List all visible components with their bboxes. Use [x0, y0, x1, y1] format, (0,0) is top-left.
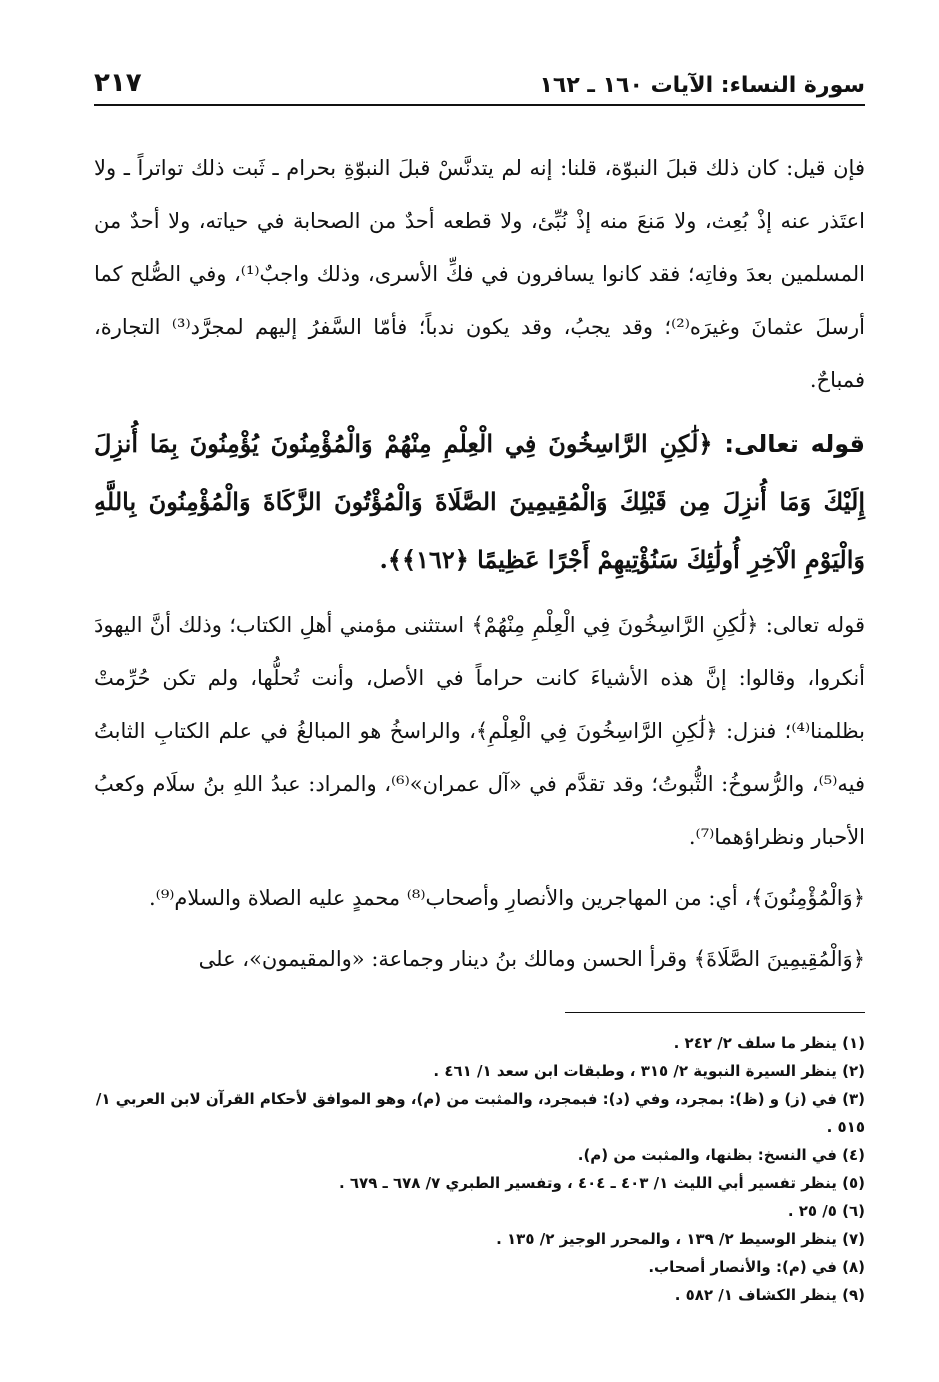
footnote: (٨) في (م): والأنصار أصحاب.: [648, 1258, 865, 1276]
footnote: (٤) في النسخ: بظنها، والمثبت من (م).: [577, 1146, 865, 1164]
footnote: (٩) ينظر الكشاف ١/ ٥٨٢ .: [674, 1286, 865, 1304]
footnote: (١) ينظر ما سلف ٢/ ٢٤٢ .: [673, 1034, 865, 1052]
verse-lead: قوله تعالى:: [724, 430, 865, 458]
page-number: ٢١٧: [94, 68, 142, 98]
paragraph-muminun: ﴿وَالْمُؤْمِنُونَ﴾، أي: من المهاجرين والأنصارِ وأصحاب⁽⁸⁾ محمدٍ عليه الصلاة والسلام⁽⁹⁾.: [148, 886, 865, 910]
paragraph-rasikhun: قوله تعالى: ﴿لَٰكِنِ الرَّاسِخُونَ فِي الْعِلْمِ مِنْهُمْ﴾ استثنى مؤمني أهلِ الكتاب؛ وذلك أنَّ اليهودَ أنكروا، وقالوا: إنَّ هذه الأشياءَ كانت حراماً في الأصل، وأنت تُحلُّها، ولم تكن حُرِّمتْ بظلمنا⁽⁴⁾؛ فنزل: ﴿لَٰكِنِ الرَّاسِخُونَ فِي الْعِلْمِ﴾، والراسخُ هو المبالغُ في علم الكتابِ الثابتُ فيه⁽⁵⁾، والرُّسوخُ: الثُّبوتُ؛ وقد تقدَّم في «آل عمران»⁽⁶⁾، والمراد: عبدُ اللهِ بنُ سلَام وكعبُ الأحبار ونظراؤهما⁽⁷⁾.: [94, 613, 865, 849]
footnote-separator: [565, 1012, 865, 1013]
footnote: (٥) ينظر تفسير أبي الليث ١/ ٤٠٣ ـ ٤٠٤ ، وتفسير الطبري ٧/ ٦٧٨ ـ ٦٧٩ .: [338, 1174, 865, 1192]
footnote: (٧) ينظر الوسيط ٢/ ١٣٩ ، والمحرر الوجيز ٢/ ١٣٥ .: [496, 1230, 865, 1248]
running-header: [94, 62, 865, 106]
surah-title: سورة النساء: الآيات ١٦٠ ـ ١٦٢: [539, 73, 865, 98]
paragraph-travel-ruling: فإن قيل: كان ذلك قبلَ النبوّة، قلنا: إنه لم يتدنَّسْ قبلَ النبوّةِ بحرام ـ ثَبت ذلك تواتراً ـ ولا اعتَذر عنه إذْ بُعِث، ولا مَنعَ منه إذْ نُبِّئ، ولا قطعه أحدٌ من الصحابة في حياته، ولا أحدٌ من المسلمين بعدَ وفاتِه؛ فقد كانوا يسافرون في فكِّ الأسرى، وذلك واجبٌ⁽¹⁾، وفي الصُّلح كما أرسلَ عثمانَ وغيرَه⁽²⁾؛ وقد يجبُ، وقد يكون ندباً؛ فأمّا السَّفرُ إليهم لمجرَّد⁽³⁾ التجارة، فمباحٌ.: [94, 156, 865, 392]
paragraph-muqimin: ﴿وَالْمُقِيمِينَ الصَّلَاةَ﴾ وقرأ الحسن ومالك بنُ دينار وجماعة: «والمقيمون»، على: [198, 947, 865, 971]
footnote: (٦) ٥/ ٢٥ .: [787, 1202, 865, 1220]
footnote: (٢) ينظر السيرة النبوية ٢/ ٣١٥ ، وطبقات ابن سعد ١/ ٤٦١ .: [433, 1062, 865, 1080]
quran-verse-block: [94, 415, 865, 589]
main-text: [94, 142, 865, 986]
footnote: (٣) في (ز) و (ظ): بمجرد، وفي (د): فبمجرد، والمثبت من (م)، وهو الموافق لأحكام القرآن لابن العربي ١/ ٥١٥ .: [95, 1090, 865, 1136]
footnotes: [94, 1029, 865, 1309]
verse-text: ﴿لَٰكِنِ الرَّاسِخُونَ فِي الْعِلْمِ مِنْهُمْ وَالْمُؤْمِنُونَ يُؤْمِنُونَ بِمَا أُنزِلَ إِلَيْكَ وَمَا أُنزِلَ مِن قَبْلِكَ وَالْمُقِيمِينَ الصَّلَاةَ وَالْمُؤْتُونَ الزَّكَاةَ وَالْمُؤْمِنُونَ بِاللَّهِ وَالْيَوْمِ الْآخِرِ أُولَٰئِكَ سَنُؤْتِيهِمْ أَجْرًا عَظِيمًا ﴿١٦٢﴾﴾.: [94, 429, 865, 574]
